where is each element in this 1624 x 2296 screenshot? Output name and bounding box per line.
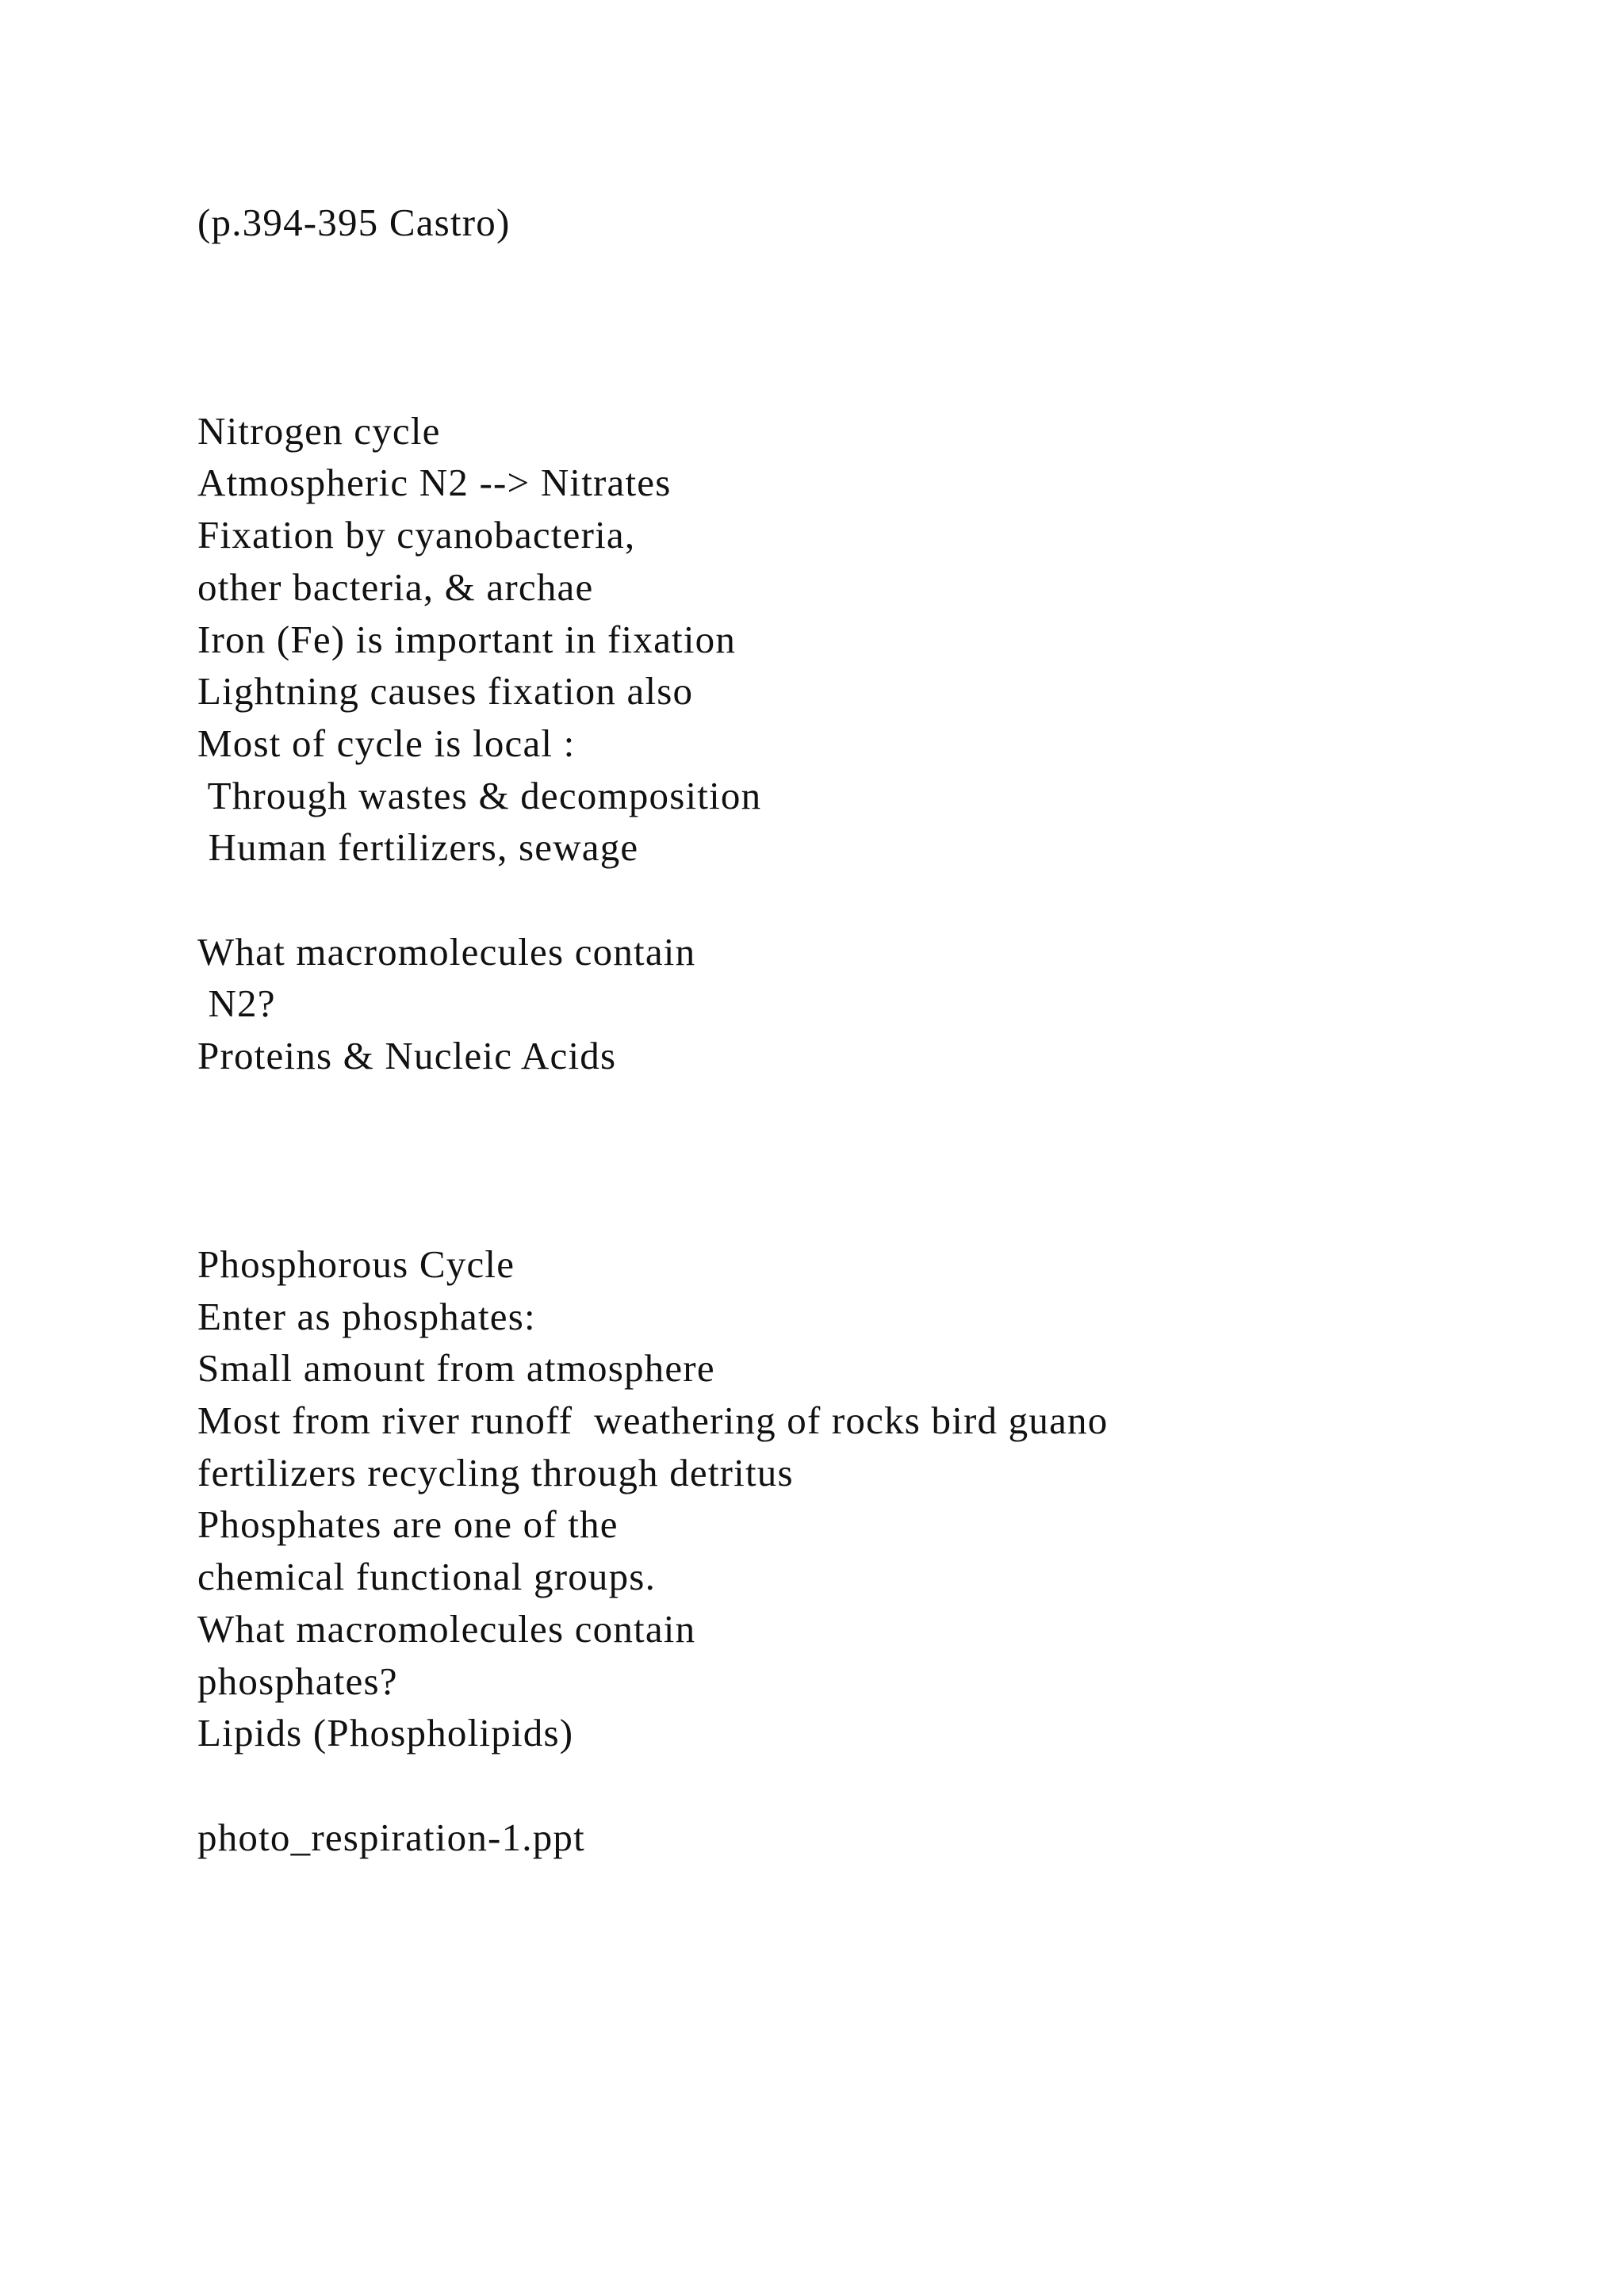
heading-phosphorous-cycle: Phosphorous Cycle [197, 1242, 515, 1286]
heading-nitrogen-cycle: Nitrogen cycle [197, 408, 441, 453]
blank-line [197, 1186, 1545, 1238]
text-line: Most of cycle is local : [197, 721, 576, 765]
text-line: Small amount from atmosphere [197, 1346, 715, 1391]
blank-line [197, 1082, 1545, 1135]
document-text [197, 197, 1545, 1863]
blank-line [197, 353, 1545, 405]
blank-line [197, 1759, 1545, 1812]
text-line: Lightning causes fixation also [197, 669, 694, 714]
question-line: What macromolecules contain [197, 1606, 696, 1651]
text-line: Through wastes & decomposition [197, 773, 762, 817]
text-line: chemical functional groups. [197, 1555, 657, 1599]
text-line: Phosphates are one of the [197, 1502, 619, 1547]
text-line: Atmospheric N2 --> Nitrates [197, 461, 672, 505]
text-line: fertilizers recycling through detritus [197, 1450, 794, 1494]
blank-line [197, 249, 1545, 301]
text-line: Human fertilizers, sewage [197, 825, 639, 870]
answer-line: Lipids (Phospholipids) [197, 1711, 574, 1755]
citation-line: (p.394-395 Castro) [197, 201, 511, 244]
text-line: Fixation by cyanobacteria, [197, 513, 636, 557]
text-line: Enter as phosphates: [197, 1294, 536, 1338]
text-line: other bacteria, & archae [197, 564, 594, 609]
blank-line [197, 874, 1545, 926]
answer-line: Proteins & Nucleic Acids [197, 1034, 617, 1078]
question-line: N2? [197, 982, 276, 1026]
blank-line [197, 300, 1545, 353]
file-reference-line: photo_respiration-1.ppt [197, 1815, 585, 1859]
question-line: phosphates? [197, 1659, 398, 1703]
question-line: What macromolecules contain [197, 929, 696, 974]
text-line: Iron (Fe) is important in fixation [197, 617, 737, 661]
blank-line [197, 1135, 1545, 1187]
text-line: Most from river runoff weathering of rocks bird guano [197, 1399, 1109, 1443]
